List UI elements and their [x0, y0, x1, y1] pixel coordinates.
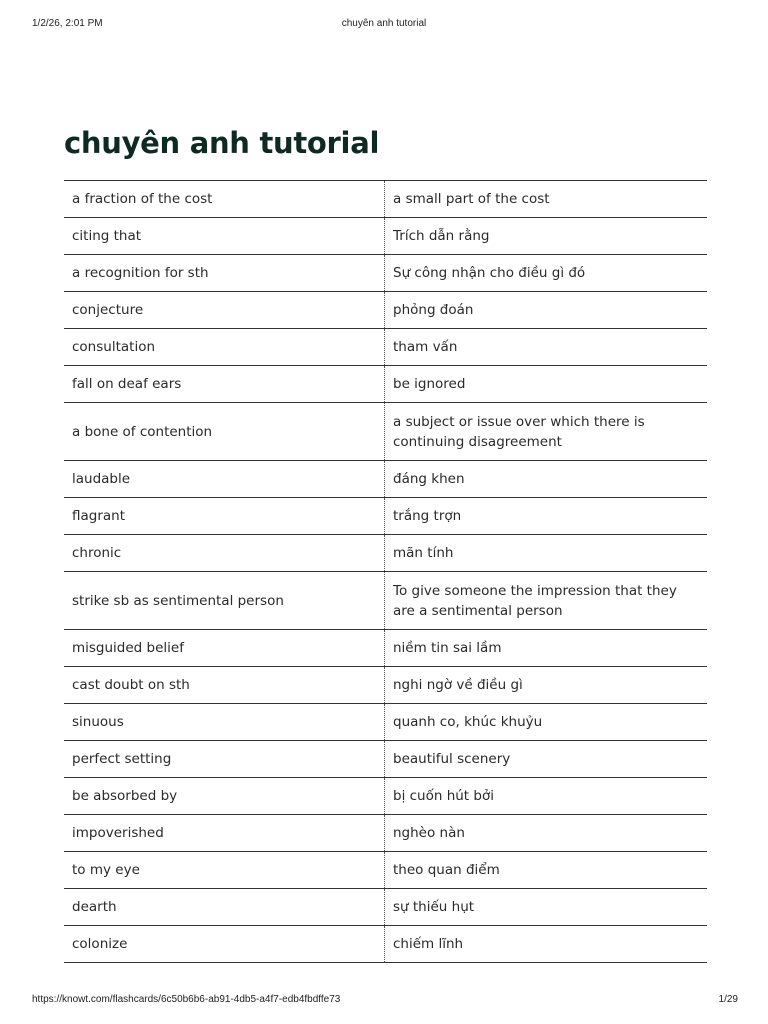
flashcard-row	[64, 572, 707, 630]
flashcard-row	[64, 329, 707, 366]
print-doc-title: chuyên anh tutorial	[341, 18, 427, 29]
flashcard-term: conjecture	[64, 292, 385, 328]
flashcard-definition: trắng trợn	[393, 508, 462, 524]
flashcard-definition: đáng khen	[393, 471, 465, 487]
flashcard-term: consultation	[64, 329, 385, 365]
flashcard-definition: beautiful scenery	[393, 751, 511, 767]
flashcard-row	[64, 815, 707, 852]
flashcard-term: to my eye	[64, 852, 385, 888]
flashcard-definition: mãn tính	[393, 545, 454, 561]
flashcard-definition: sự thiếu hụt	[393, 899, 475, 915]
flashcard-row	[64, 630, 707, 667]
flashcard-definition: tham vấn	[393, 339, 458, 355]
flashcard-row	[64, 366, 707, 403]
flashcard-row	[64, 403, 707, 461]
flashcard-definition: phỏng đoán	[393, 302, 474, 318]
flashcard-term: strike sb as sentimental person	[64, 572, 385, 629]
flashcard-row	[64, 255, 707, 292]
flashcard-term: sinuous	[64, 704, 385, 740]
flashcard-term: flagrant	[64, 498, 385, 534]
flashcard-definition: a small part of the cost	[393, 191, 550, 207]
flashcard-term: a recognition for sth	[64, 255, 385, 291]
flashcard-term: cast doubt on sth	[64, 667, 385, 703]
flashcard-term: be absorbed by	[64, 778, 385, 814]
flashcard-row	[64, 461, 707, 498]
page-title: chuyên anh tutorial	[64, 126, 380, 160]
flashcard-row	[64, 852, 707, 889]
flashcard-term: laudable	[64, 461, 385, 497]
flashcard-term: perfect setting	[64, 741, 385, 777]
flashcard-term: chronic	[64, 535, 385, 571]
print-datetime: 1/2/26, 2:01 PM	[32, 18, 103, 29]
flashcard-row	[64, 741, 707, 778]
flashcard-row	[64, 667, 707, 704]
flashcard-row	[64, 889, 707, 926]
page-indicator: 1/29	[718, 994, 738, 1005]
flashcard-definition: nghèo nàn	[393, 825, 465, 841]
flashcard-definition: chiếm lĩnh	[393, 936, 464, 952]
flashcard-definition: nghi ngờ về điều gì	[393, 677, 523, 693]
flashcard-term: citing that	[64, 218, 385, 254]
flashcard-term: a bone of contention	[64, 403, 385, 460]
flashcard-table	[64, 180, 707, 963]
flashcard-definition: theo quan điểm	[393, 862, 500, 878]
flashcard-row	[64, 292, 707, 329]
flashcard-row	[64, 218, 707, 255]
flashcard-row	[64, 778, 707, 815]
flashcard-definition: To give someone the impression that they are a sentimental person	[393, 582, 677, 619]
flashcard-term: a fraction of the cost	[64, 181, 385, 217]
flashcard-definition: be ignored	[393, 376, 466, 392]
flashcard-row	[64, 704, 707, 741]
flashcard-term: dearth	[64, 889, 385, 925]
print-header	[0, 18, 768, 34]
flashcard-term: impoverished	[64, 815, 385, 851]
flashcard-definition: Trích dẫn rằng	[393, 228, 490, 244]
flashcard-definition: Sự công nhận cho điều gì đó	[393, 265, 586, 281]
flashcard-definition: a subject or issue over which there is continuing disagreement	[393, 413, 645, 450]
flashcard-definition: niềm tin sai lầm	[393, 640, 502, 656]
print-footer	[0, 994, 768, 1010]
flashcard-definition: quanh co, khúc khuỷu	[393, 714, 543, 730]
flashcard-row	[64, 498, 707, 535]
print-url: https://knowt.com/flashcards/6c50b6b6-ab91-4db5-a4f7-edb4fbdffe73	[32, 994, 341, 1005]
flashcard-row	[64, 535, 707, 572]
flashcard-term: fall on deaf ears	[64, 366, 385, 402]
flashcard-term: misguided belief	[64, 630, 385, 666]
flashcard-row	[64, 926, 707, 963]
flashcard-row	[64, 181, 707, 218]
flashcard-term: colonize	[64, 926, 385, 962]
flashcard-definition: bị cuốn hút bởi	[393, 788, 494, 804]
